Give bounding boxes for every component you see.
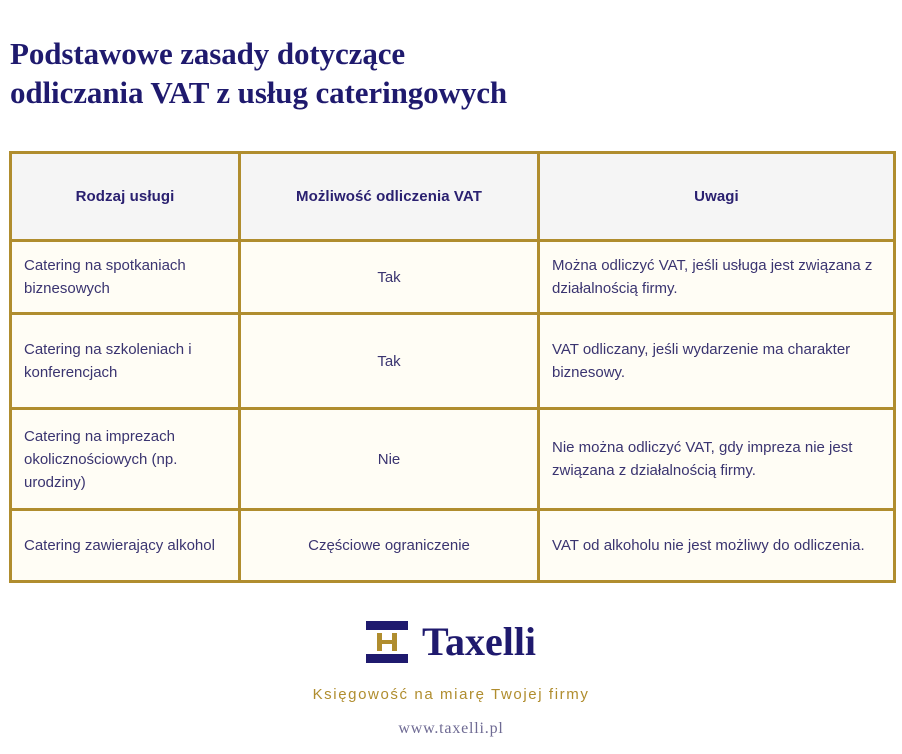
page-title [10, 34, 710, 112]
cell-vat-deductible: Tak [240, 314, 539, 409]
cell-notes: VAT od alkoholu nie jest możliwy do odliczenia. [539, 510, 895, 582]
column-header-notes: Uwagi [539, 153, 895, 241]
cell-vat-deductible: Nie [240, 409, 539, 510]
footer [0, 612, 902, 738]
table-row [11, 409, 895, 510]
cell-service: Catering na szkoleniach i konferencjach [11, 314, 240, 409]
vat-rules-table-container [9, 151, 893, 583]
taxelli-monogram-icon [366, 621, 408, 663]
brand-name: Taxelli [421, 619, 537, 664]
cell-service: Catering na spotkaniach biznesowych [11, 241, 240, 314]
cell-notes: Można odliczyć VAT, jeśli usługa jest związana z działalnością firmy. [539, 241, 895, 314]
brand-tagline: Księgowość na miarę Twojej firmy [312, 686, 590, 703]
cell-service: Catering zawierający alkohol [11, 510, 240, 582]
table-row [11, 241, 895, 314]
table-row [11, 510, 895, 582]
table-header [11, 153, 895, 241]
column-header-service: Rodzaj usługi [11, 153, 240, 241]
cell-vat-deductible: Częściowe ograniczenie [240, 510, 539, 582]
cell-vat-deductible: Tak [240, 241, 539, 314]
brand-logo [0, 612, 902, 672]
cell-notes: Nie można odliczyć VAT, gdy impreza nie jest związana z działalnością firmy. [539, 409, 895, 510]
table-row [11, 314, 895, 409]
cell-service: Catering na imprezach okolicznościowych (np. urodziny) [11, 409, 240, 510]
page-title-line-2: odliczania VAT z usług cateringowych [10, 75, 508, 110]
table-body [11, 241, 895, 582]
page-title-line-1: Podstawowe zasady dotyczące [10, 36, 406, 71]
table-header-row [11, 153, 895, 241]
vat-rules-table [9, 151, 896, 583]
website-url: www.taxelli.pl [398, 720, 504, 737]
cell-notes: VAT odliczany, jeśli wydarzenie ma charakter biznesowy. [539, 314, 895, 409]
column-header-vat-deductible: Możliwość odliczenia VAT [240, 153, 539, 241]
